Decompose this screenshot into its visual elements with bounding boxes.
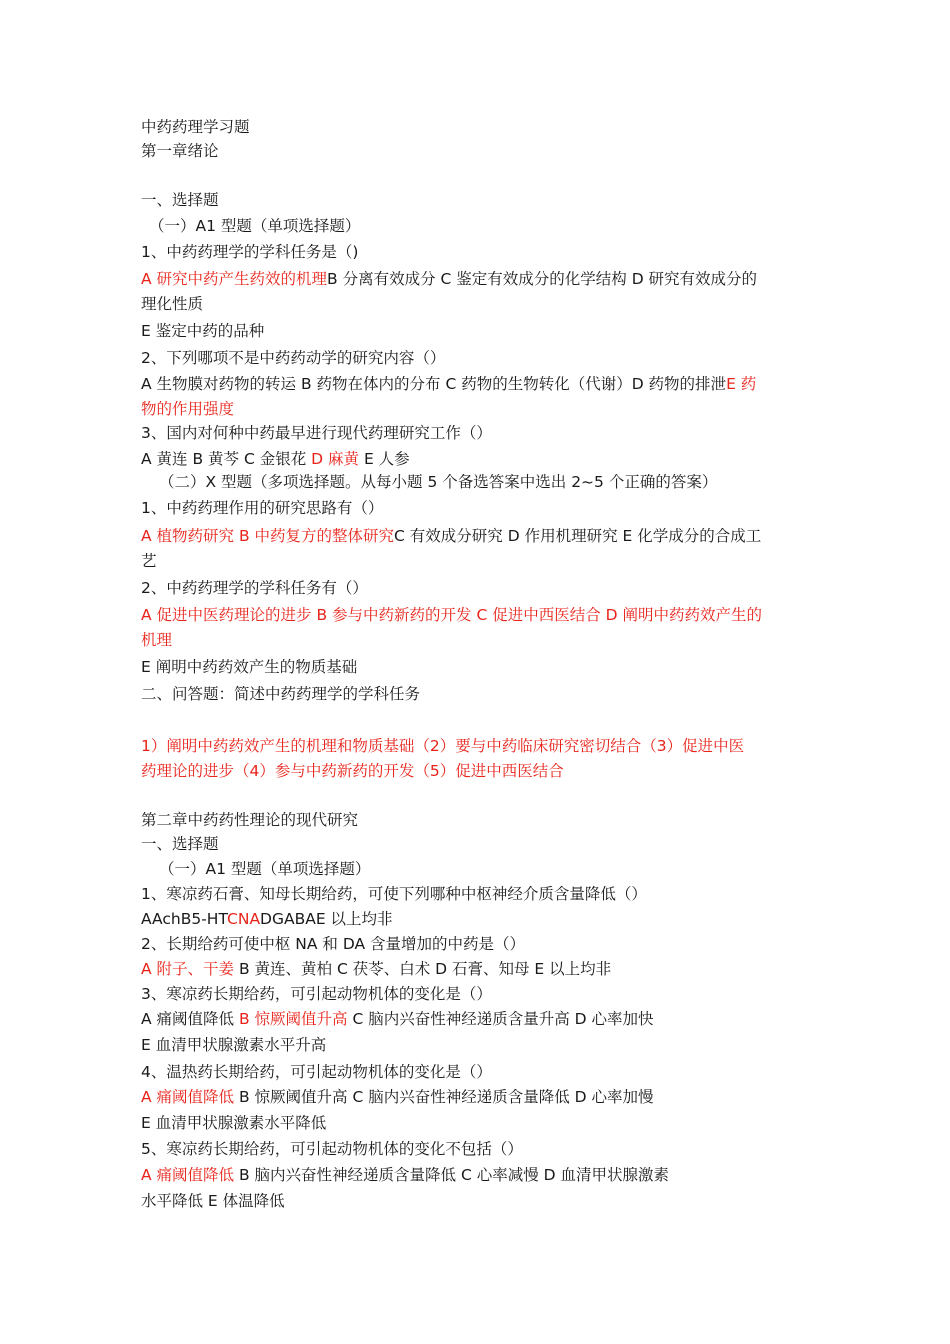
ch1-q1-stem: 1、中药药理学的学科任务是（): [141, 243, 359, 261]
ch1-qa-answer-line2: 药理论的进步（4）参与中药新药的开发（5）促进中西医结合: [141, 762, 564, 780]
ch1-q2-options: [141, 373, 756, 395]
ch1-q3-other-options: A 黄连 B 黄芩 C 金银花: [141, 450, 307, 468]
ch2-q3-other-options: C 脑内兴奋性神经递质含量升高 D 心率加快: [352, 1010, 654, 1028]
ch1-xq2-option-e: E 阐明中药药效产生的物质基础: [141, 658, 358, 676]
ch2-q3-options: [141, 1008, 654, 1030]
ch2-q2-options: [141, 958, 611, 980]
ch2-q1-answer: NA: [237, 910, 261, 928]
ch2-q3-option-e: E 血清甲状腺激素水平升高: [141, 1036, 327, 1054]
ch2-section-choice: 一、选择题: [141, 835, 219, 853]
ch1-q1-options: [141, 268, 757, 290]
ch1-xq1-answer: A 植物药研究 B 中药复方的整体研究: [141, 527, 395, 545]
ch2-a1-heading: （一）A1 型题（单项选择题）: [159, 860, 371, 878]
ch1-xq1-options-cont: 艺: [141, 552, 157, 570]
ch2-q1-answer-letter: C: [227, 910, 238, 928]
ch2-q2-answer: A 附子、干姜: [141, 960, 235, 978]
ch1-q3-options: [141, 448, 410, 470]
ch1-q3-stem: 3、国内对何种中药最早进行现代药理研究工作（）: [141, 424, 492, 442]
ch1-q1-other-options: B 分离有效成分 C 鉴定有效成分的化学结构 D 研究有效成分的: [327, 270, 758, 288]
ch1-q2-stem: 2、下列哪项不是中药药动学的研究内容（）: [141, 349, 446, 367]
ch2-q4-stem: 4、温热药长期给药，可引起动物机体的变化是（）: [141, 1063, 492, 1081]
ch1-section-qa: 二、问答题：简述中药药理学的学科任务: [141, 685, 421, 703]
ch2-q1-options-part2: DGABAE 以上均非: [260, 910, 393, 928]
ch1-xq1-stem: 1、中药药理作用的研究思路有（）: [141, 499, 384, 517]
ch2-q1-stem: 1、寒凉药石膏、知母长期给药，可使下列哪种中枢神经介质含量降低（）: [141, 885, 647, 903]
ch1-q1-option-e: E 鉴定中药的品种: [141, 322, 265, 340]
ch1-xq1-other-options: C 有效成分研究 D 作用机理研究 E 化学成分的合成工: [394, 527, 762, 545]
ch2-q5-other-options: B 脑内兴奋性神经递质含量降低 C 心率减慢 D 血清甲状腺激素: [238, 1166, 669, 1184]
ch2-q4-options: [141, 1086, 654, 1108]
ch2-q1-options: [141, 908, 393, 930]
ch1-q1-answer: A 研究中药产生药效的机理: [141, 270, 328, 288]
ch2-q3-answer: B 惊厥阈值升高: [238, 1010, 348, 1028]
ch2-q5-options: [141, 1164, 669, 1186]
ch2-q4-other-options: B 惊厥阈值升高 C 脑内兴奋性神经递质含量降低 D 心率加慢: [238, 1088, 654, 1106]
ch1-q1-options-cont: 理化性质: [141, 295, 204, 313]
ch2-q1-options-part1: AAchB5-HT: [141, 910, 228, 928]
ch2-q4-option-e: E 血清甲状腺激素水平降低: [141, 1114, 327, 1132]
ch1-xq2-answer-cont: 机理: [141, 631, 173, 649]
ch1-q2-other-options: A 生物膜对药物的转运 B 药物在体内的分布 C 药物的生物转化（代谢）D 药物的排泄: [141, 375, 727, 393]
ch1-a1-heading: （一）A1 型题（单项选择题）: [149, 217, 361, 235]
ch2-q2-stem: 2、长期给药可使中枢 NA 和 DA 含量增加的中药是（）: [141, 935, 526, 953]
doc-title: 中药药理学习题: [141, 118, 250, 136]
chapter2-title: 第二章中药药性理论的现代研究: [141, 811, 359, 829]
ch1-q3-answer: D 麻黄: [311, 450, 360, 468]
ch2-q2-other-options: B 黄连、黄柏 C 茯苓、白术 D 石膏、知母 E 以上均非: [238, 960, 612, 978]
ch1-xq1-options: [141, 525, 761, 547]
ch2-q5-options-cont: 水平降低 E 体温降低: [141, 1192, 285, 1210]
ch1-q2-answer-cont: 物的作用强度: [141, 400, 235, 418]
ch2-q5-answer: A 痛阈值降低: [141, 1166, 235, 1184]
ch2-q4-answer: A 痛阈值降低: [141, 1088, 235, 1106]
ch2-q3-stem: 3、寒凉药长期给药，可引起动物机体的变化是（）: [141, 985, 492, 1003]
ch1-x-heading: （二）X 型题（多项选择题。从每小题 5 个备选答案中选出 2~5 个正确的答案）: [159, 473, 718, 491]
ch2-q5-stem: 5、寒凉药长期给药，可引起动物机体的变化不包括（）: [141, 1140, 523, 1158]
ch1-xq2-answer: A 促进中医药理论的进步 B 参与中药新药的开发 C 促进中西医结合 D 阐明中药药效产生的: [141, 606, 762, 624]
ch1-q2-answer: E 药: [726, 375, 757, 393]
ch1-q3-option-e: E 人参: [363, 450, 410, 468]
chapter1-title: 第一章绪论: [141, 142, 219, 160]
ch2-q3-option-a: A 痛阈值降低: [141, 1010, 235, 1028]
ch1-section-choice: 一、选择题: [141, 191, 219, 209]
ch1-qa-answer-line1: 1）阐明中药药效产生的机理和物质基础（2）要与中药临床研究密切结合（3）促进中医: [141, 737, 745, 755]
ch1-xq2-stem: 2、中药药理学的学科任务有（）: [141, 579, 368, 597]
